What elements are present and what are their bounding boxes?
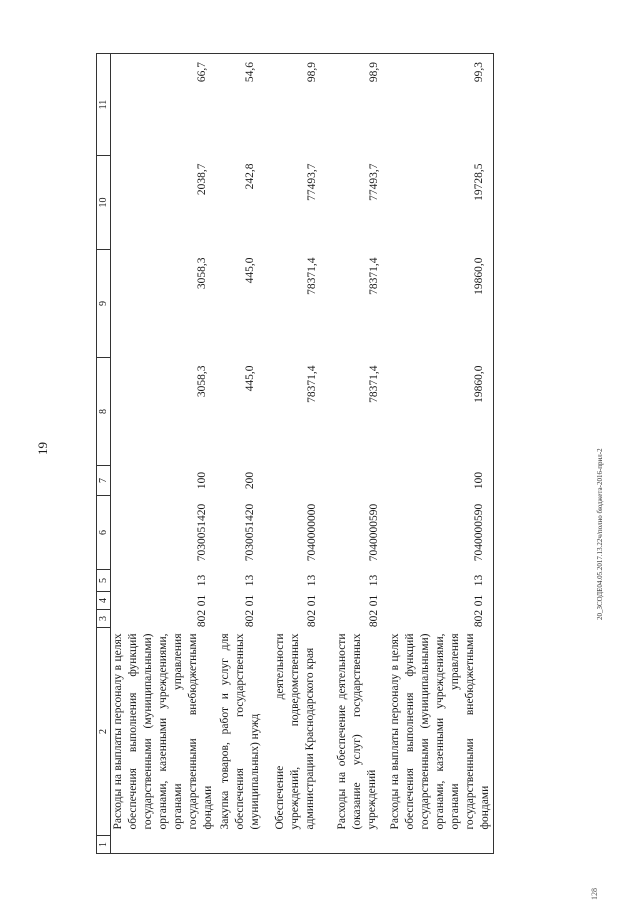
target-article-code: 7040000000 [306,503,318,562]
adjusted-value: 3058,3 [196,257,208,290]
header-cell: 10 [97,156,111,250]
expense-type-code [264,466,326,496]
plan-value: 78371,4 [306,365,318,403]
percent-value: 98,9 [326,54,388,156]
expense-type-code: 100 [388,466,494,496]
expense-type-code: 200 [244,471,256,490]
plan-value: 445,0 [244,365,256,392]
row-name: Расходы на выплаты персоналу в целях обеспечения выполнения функций государственными (муниципальными) органами, казенными учреждениями, органами управления государственными внебюджетными фондами [112,633,214,830]
header-row [97,54,111,854]
row-name-cell [111,628,217,836]
row-name: Обеспечение деятельности учреждений, подведомственных администрации Краснодарского края [273,633,316,830]
page-number: 19 [35,442,50,455]
plan-value: 3058,3 [196,365,208,398]
subsection-code: 13 [244,574,256,587]
section-code: 01 [388,592,494,610]
subsection-code: 13 [368,574,380,587]
header-cell: 5 [97,570,111,592]
row-name: Закупка товаров, работ и услуг для обеспечения государственных (муниципальных) нужд [218,633,261,830]
executed-value: 242,8 [244,163,256,190]
header-cell: 9 [97,250,111,358]
plan-value: 19860,0 [388,358,494,466]
executed-value: 77493,7 [368,163,380,201]
target-article-code: 7040000590 [368,503,380,562]
percent-value: 54,6 [216,54,264,156]
section-code: 01 [368,594,380,607]
subsection-code: 13 [196,574,208,587]
admin-code: 802 [368,609,380,628]
adjusted-value: 445,0 [244,257,256,284]
section-code: 01 [244,594,256,607]
admin-code: 802 [196,609,208,628]
target-article-code: 7030051420 [196,503,208,562]
subsection-code: 13 [388,570,494,592]
section-code: 01 [306,594,318,607]
header-cell: 4 [97,592,111,610]
row-index-cell [216,836,264,854]
row-index-cell [111,836,217,854]
admin-code: 802 [388,610,494,628]
header-cell: 2 [97,628,111,836]
table-row [326,54,388,854]
executed-value: 77493,7 [306,163,318,201]
row-name: Расходы на обеспечение деятельности (оказание услуг) государственных учреждений [335,633,378,830]
table-row [216,54,264,854]
budget-table [96,53,494,854]
percent-value: 98,9 [264,54,326,156]
document-footer-id: 20_ЗСОДЕ04.05.2017.13.22ч/полно бюджета-2016-прил-2 [596,448,604,620]
row-index-cell [326,836,388,854]
executed-value: 2038,7 [196,163,208,196]
admin-code: 802 [244,609,256,628]
header-cell: 11 [97,54,111,156]
row-name-cell [216,628,264,836]
section-code: 01 [196,594,208,607]
target-article-code: 7040000590 [388,496,494,570]
header-cell: 7 [97,466,111,496]
plan-value: 78371,4 [368,365,380,403]
table-row [111,54,217,854]
header-cell: 1 [97,836,111,854]
expense-type-code: 100 [196,471,208,490]
adjusted-value: 19860,0 [388,250,494,358]
subsection-code: 13 [306,574,318,587]
row-name-cell [326,628,388,836]
adjusted-value: 78371,4 [306,257,318,295]
header-cell: 8 [97,358,111,466]
row-name-cell [264,628,326,836]
admin-code: 802 [306,609,318,628]
target-article-code: 7030051420 [244,503,256,562]
corner-page-mark: 128 [590,888,599,900]
header-cell: 6 [97,496,111,570]
row-name: Расходы на выплаты персоналу в целях обеспечения выполнения функций государственными (муниципальными) органами, казенными учреждениями, органами управления государственными внебюджетными фондами [389,633,491,830]
executed-value: 19728,5 [388,156,494,250]
row-index-cell [388,836,494,854]
header-cell: 3 [97,610,111,628]
table-row [388,54,494,854]
percent-value: 66,7 [111,54,217,156]
percent-value: 99,3 [388,54,494,156]
row-name-cell [388,628,494,836]
expense-type-code [326,466,388,496]
row-index-cell [264,836,326,854]
adjusted-value: 78371,4 [368,257,380,295]
table-row [264,54,326,854]
